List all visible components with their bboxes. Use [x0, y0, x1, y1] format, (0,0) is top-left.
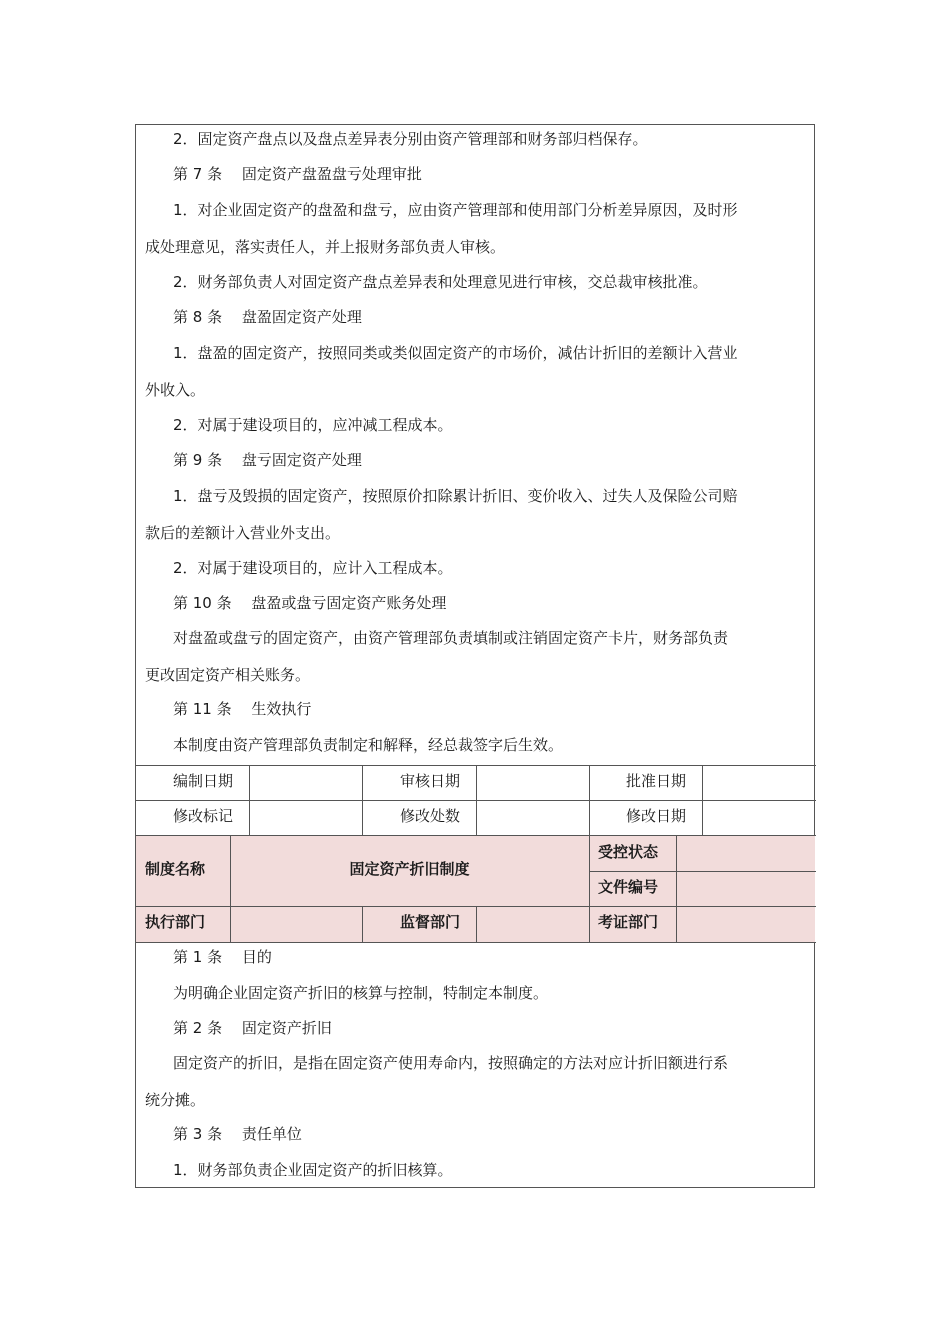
paragraph: 2．财务部负责人对固定资产盘点差异表和处理意见进行审核，交总裁审核批准。	[173, 273, 708, 291]
article-heading: 第 1 条 目的	[173, 948, 272, 966]
paragraph-line: 固定资产的折旧，是指在固定资产使用寿命内，按照确定的方法对应计折旧额进行系	[173, 1054, 729, 1072]
article-heading: 第 8 条 盘盈固定资产处理	[173, 308, 362, 326]
table-rule	[362, 906, 363, 942]
paragraph-line: 1．盘盈的固定资产，按照同类或类似固定资产的市场价，减估计折旧的差额计入营业	[173, 344, 738, 362]
table-rule	[589, 871, 816, 872]
approve-date-label: 批准日期	[626, 772, 687, 790]
table-rule	[136, 942, 816, 943]
supervise-dept-label: 监督部门	[400, 913, 461, 931]
paragraph-line: 外收入。	[145, 381, 206, 399]
control-status-label: 受控状态	[598, 843, 659, 861]
article-heading: 第 2 条 固定资产折旧	[173, 1019, 332, 1037]
table-rule	[589, 765, 590, 835]
paragraph-line: 统分摊。	[145, 1091, 206, 1109]
article-heading: 第 11 条 生效执行	[173, 700, 312, 718]
paragraph	[136, 343, 816, 417]
table-rule	[589, 835, 590, 942]
paragraph-line: 1．盘亏及毁损的固定资产，按照原价扣除累计折旧、变价收入、过失人及保险公司赔	[173, 487, 738, 505]
regulation-name-value: 固定资产折旧制度	[349, 860, 470, 878]
revision-count-label: 修改处数	[400, 807, 461, 825]
table-rule	[230, 835, 231, 942]
paragraph-line: 更改固定资产相关账务。	[145, 666, 311, 684]
paragraph: 2．固定资产盘点以及盘点差异表分别由资产管理部和财务部归档保存。	[173, 130, 648, 148]
table-rule	[476, 906, 477, 942]
article-heading: 第 3 条 责任单位	[173, 1125, 302, 1143]
verify-dept-label: 考证部门	[598, 913, 659, 931]
article-heading: 第 9 条 盘亏固定资产处理	[173, 451, 362, 469]
table-rule	[476, 765, 477, 835]
revision-date-label: 修改日期	[626, 807, 687, 825]
exec-dept-label: 执行部门	[145, 913, 206, 931]
paragraph-line: 成处理意见，落实责任人，并上报财务部负责人审核。	[145, 238, 506, 256]
article-heading: 第 10 条 盘盈或盘亏固定资产账务处理	[173, 594, 447, 612]
paragraph: 本制度由资产管理部负责制定和解释，经总裁签字后生效。	[173, 736, 564, 754]
paragraph: 2．对属于建设项目的，应冲减工程成本。	[173, 416, 453, 434]
review-date-label: 审核日期	[400, 772, 461, 790]
paragraph-line: 对盘盈或盘亏的固定资产，由资产管理部负责填制或注销固定资产卡片，财务部负责	[173, 629, 729, 647]
table-rule	[702, 765, 703, 835]
table-rule	[362, 765, 363, 835]
table-rule	[676, 835, 677, 942]
article-heading: 第 7 条 固定资产盘盈盘亏处理审批	[173, 165, 422, 183]
table-rule	[249, 765, 250, 835]
document-frame	[135, 124, 815, 1188]
file-number-label: 文件编号	[598, 878, 659, 896]
paragraph-line: 1．对企业固定资产的盘盈和盘亏，应由资产管理部和使用部门分析差异原因，及时形	[173, 201, 738, 219]
paragraph: 为明确企业固定资产折旧的核算与控制，特制定本制度。	[173, 984, 549, 1002]
paragraph	[136, 200, 816, 274]
paragraph	[136, 486, 816, 560]
revision-mark-label: 修改标记	[173, 807, 234, 825]
paragraph	[136, 1053, 816, 1127]
paragraph: 1．财务部负责企业固定资产的折旧核算。	[173, 1161, 453, 1179]
paragraph-line: 款后的差额计入营业外支出。	[145, 524, 341, 542]
paragraph	[136, 628, 816, 702]
paragraph: 2．对属于建设项目的，应计入工程成本。	[173, 559, 453, 577]
regulation-name-label: 制度名称	[145, 860, 206, 878]
compile-date-label: 编制日期	[173, 772, 234, 790]
